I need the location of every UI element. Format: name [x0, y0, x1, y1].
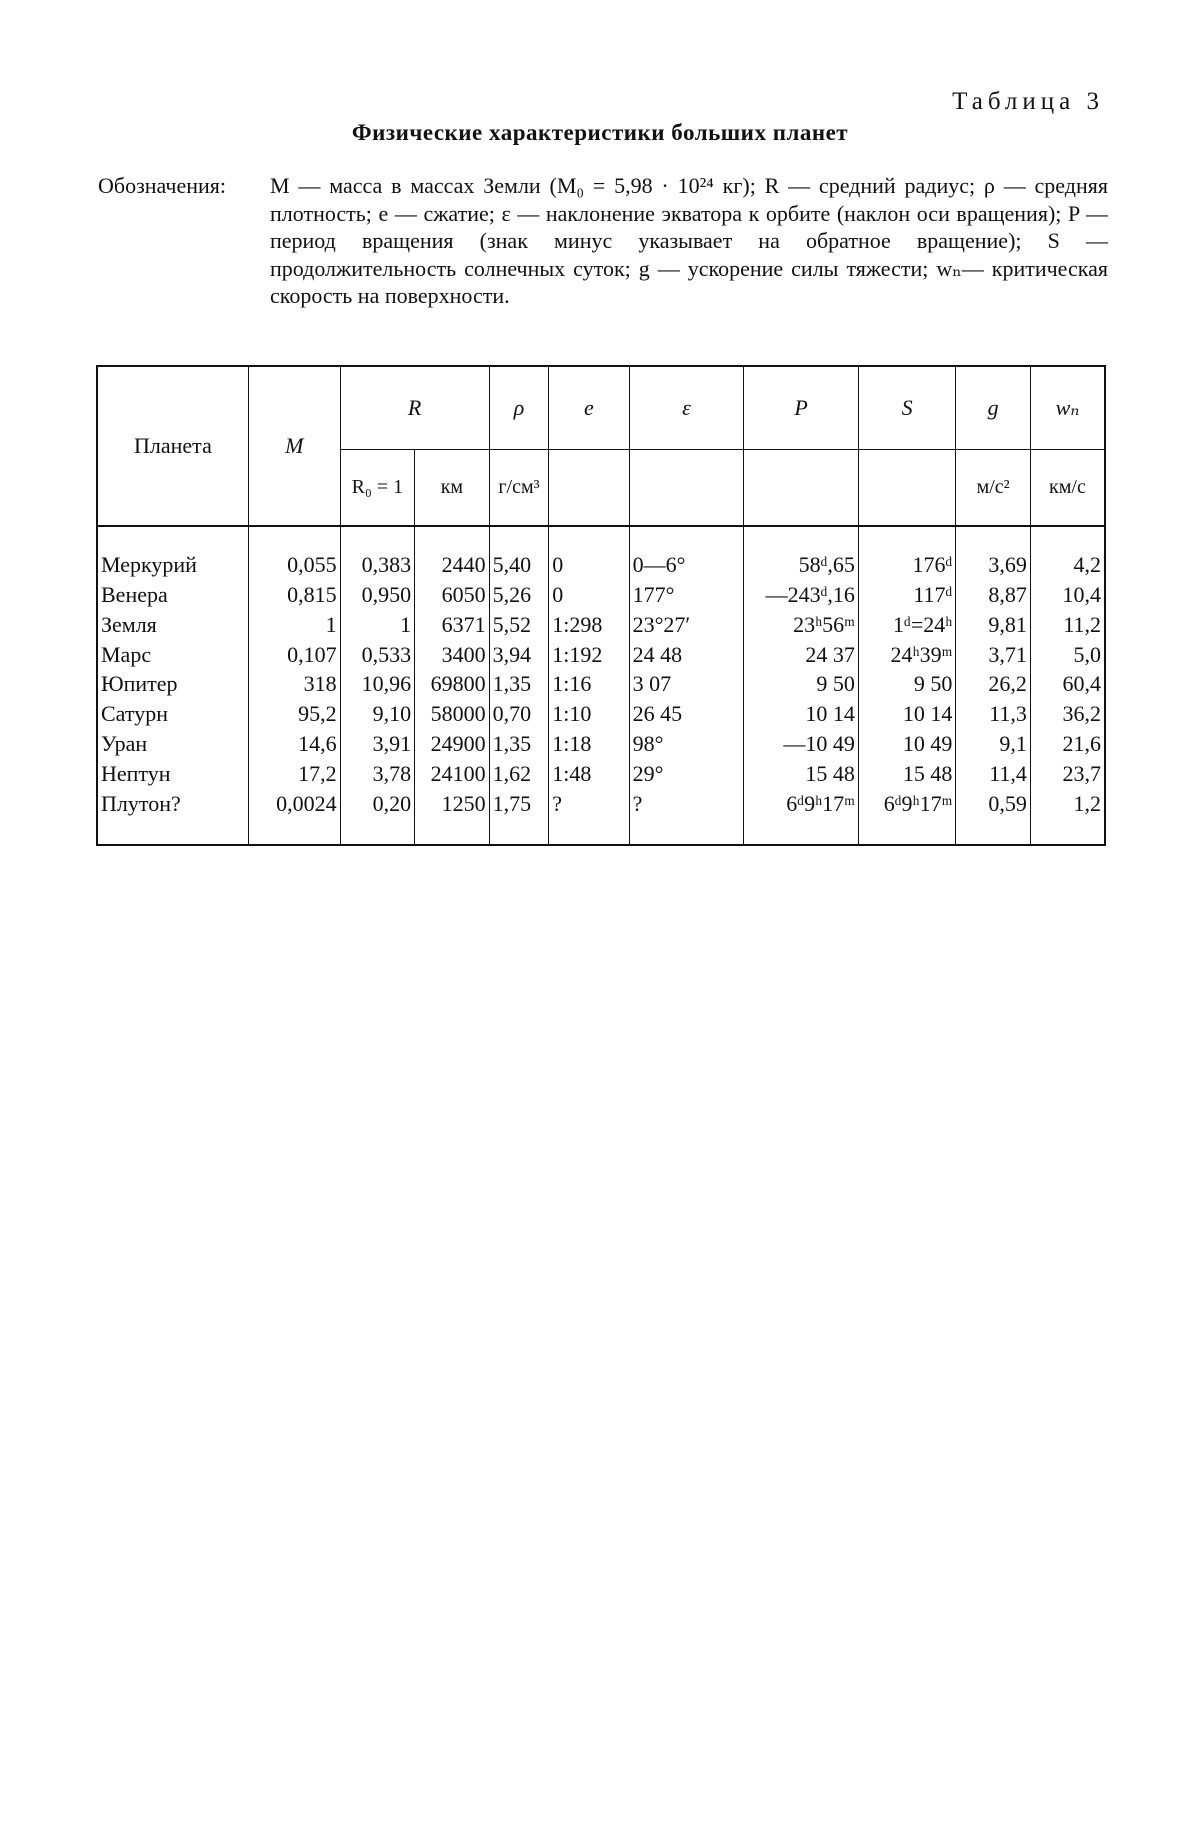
unit-inclination	[629, 450, 744, 526]
header-critical-velocity: wₙ	[1030, 366, 1105, 450]
cell-radius-km: 1250	[415, 789, 490, 845]
cell-density: 1,75	[489, 789, 549, 845]
cell-oblateness: 1:16	[549, 670, 629, 700]
cell-oblateness: 1:10	[549, 699, 629, 729]
cell-critical-velocity: 23,7	[1030, 759, 1105, 789]
cell-oblateness: ?	[549, 789, 629, 845]
header-mass: M	[248, 366, 340, 525]
unit-rotation-period	[744, 450, 859, 526]
cell-radius-km: 58000	[415, 699, 490, 729]
cell-inclination: 0—6°	[629, 526, 744, 580]
cell-gravity: 3,69	[956, 526, 1031, 580]
cell-mass: 0,815	[248, 580, 340, 610]
table-row	[97, 580, 1105, 610]
cell-planet: Уран	[101, 730, 148, 756]
cell-oblateness: 1:18	[549, 729, 629, 759]
cell-gravity: 0,59	[956, 789, 1031, 845]
cell-solar-day: 10 14	[858, 699, 955, 729]
table-row	[97, 610, 1105, 640]
cell-solar-day: 10 49	[858, 729, 955, 759]
cell-planet: Марс	[101, 641, 152, 667]
cell-oblateness: 1:48	[549, 759, 629, 789]
cell-rotation-period: 23ʰ56ᵐ	[744, 610, 859, 640]
cell-planet: Юпитер	[101, 671, 178, 697]
cell-radius-relative: 10,96	[340, 670, 415, 700]
planets-table-body	[97, 526, 1105, 845]
cell-inclination: 3 07	[629, 670, 744, 700]
cell-critical-velocity: 11,2	[1030, 610, 1105, 640]
cell-oblateness: 0	[549, 526, 629, 580]
planets-table	[96, 365, 1106, 846]
cell-radius-relative: 0,533	[340, 640, 415, 670]
cell-planet: Сатурн	[101, 701, 168, 727]
cell-radius-relative: 3,91	[340, 729, 415, 759]
cell-gravity: 11,4	[956, 759, 1031, 789]
cell-mass: 1	[248, 610, 340, 640]
table-row	[97, 640, 1105, 670]
cell-density: 5,40	[489, 526, 549, 580]
cell-rotation-period: 9 50	[744, 670, 859, 700]
cell-rotation-period: 58ᵈ,65	[744, 526, 859, 580]
table-row	[97, 670, 1105, 700]
cell-density: 0,70	[489, 699, 549, 729]
cell-rotation-period: —10 49	[744, 729, 859, 759]
cell-density: 5,26	[489, 580, 549, 610]
cell-rotation-period: 15 48	[744, 759, 859, 789]
cell-inclination: 29°	[629, 759, 744, 789]
cell-critical-velocity: 21,6	[1030, 729, 1105, 759]
cell-planet: Венера	[101, 582, 168, 608]
cell-critical-velocity: 4,2	[1030, 526, 1105, 580]
cell-inclination: 24 48	[629, 640, 744, 670]
cell-density: 3,94	[489, 640, 549, 670]
cell-rotation-period: 6ᵈ9ʰ17ᵐ	[744, 789, 859, 845]
legend	[98, 172, 1108, 310]
cell-mass: 0,107	[248, 640, 340, 670]
cell-critical-velocity: 36,2	[1030, 699, 1105, 729]
cell-inclination: 26 45	[629, 699, 744, 729]
cell-density: 5,52	[489, 610, 549, 640]
cell-planet: Земля	[101, 611, 157, 637]
table-row	[97, 526, 1105, 580]
cell-oblateness: 0	[549, 580, 629, 610]
header-rotation-period: P	[744, 366, 859, 450]
cell-radius-relative: 0,20	[340, 789, 415, 845]
cell-inclination: 98°	[629, 729, 744, 759]
cell-radius-km: 69800	[415, 670, 490, 700]
cell-inclination: 177°	[629, 580, 744, 610]
cell-radius-km: 24900	[415, 729, 490, 759]
header-oblateness: e	[549, 366, 629, 450]
header-inclination: ε	[629, 366, 744, 450]
legend-label: Обозначения:	[98, 173, 227, 198]
cell-solar-day: 9 50	[858, 670, 955, 700]
cell-mass: 14,6	[248, 729, 340, 759]
cell-radius-relative: 3,78	[340, 759, 415, 789]
cell-solar-day: 176ᵈ	[858, 526, 955, 580]
cell-critical-velocity: 60,4	[1030, 670, 1105, 700]
cell-mass: 17,2	[248, 759, 340, 789]
header-solar-day: S	[858, 366, 955, 450]
unit-solar-day	[858, 450, 955, 526]
cell-gravity: 11,3	[956, 699, 1031, 729]
cell-inclination: ?	[629, 789, 744, 845]
cell-solar-day: 6ᵈ9ʰ17ᵐ	[858, 789, 955, 845]
cell-gravity: 8,87	[956, 580, 1031, 610]
cell-radius-km: 6050	[415, 580, 490, 610]
cell-critical-velocity: 10,4	[1030, 580, 1105, 610]
cell-solar-day: 24ʰ39ᵐ	[858, 640, 955, 670]
cell-planet: Плутон?	[101, 791, 181, 817]
unit-oblateness	[549, 450, 629, 526]
cell-oblateness: 1:298	[549, 610, 629, 640]
cell-radius-km: 6371	[415, 610, 490, 640]
cell-density: 1,62	[489, 759, 549, 789]
cell-rotation-period: 24 37	[744, 640, 859, 670]
cell-radius-km: 24100	[415, 759, 490, 789]
table-row	[97, 789, 1105, 845]
unit-radius-km: км	[415, 450, 490, 526]
header-gravity: g	[956, 366, 1031, 450]
cell-solar-day: 1ᵈ=24ʰ	[858, 610, 955, 640]
cell-radius-km: 2440	[415, 526, 490, 580]
table-row	[97, 759, 1105, 789]
unit-density: г/см³	[489, 450, 549, 526]
header-density: ρ	[489, 366, 549, 450]
cell-mass: 0,0024	[248, 789, 340, 845]
unit-radius-relative: R₀ = 1	[340, 450, 415, 526]
cell-mass: 318	[248, 670, 340, 700]
cell-radius-relative: 9,10	[340, 699, 415, 729]
cell-gravity: 9,1	[956, 729, 1031, 759]
cell-planet: Нептун	[101, 760, 171, 786]
cell-rotation-period: —243ᵈ,16	[744, 580, 859, 610]
cell-oblateness: 1:192	[549, 640, 629, 670]
cell-gravity: 3,71	[956, 640, 1031, 670]
table-number-label: Таблица 3	[952, 88, 1104, 115]
cell-gravity: 26,2	[956, 670, 1031, 700]
cell-radius-relative: 0,950	[340, 580, 415, 610]
cell-radius-relative: 0,383	[340, 526, 415, 580]
cell-density: 1,35	[489, 729, 549, 759]
table-row	[97, 699, 1105, 729]
cell-rotation-period: 10 14	[744, 699, 859, 729]
cell-critical-velocity: 1,2	[1030, 789, 1105, 845]
header-planet: Планета	[134, 433, 212, 458]
legend-text: M — масса в массах Земли (M₀ = 5,98 · 10²⁴ кг); R — средний радиус; ρ — средняя плотность; e — сжатие; ε — наклонение экватора к орбите (наклон оси вращения); P — период вращения (знак минус указывает на обратное вращение); S — продолжительность солнечных суток; g — ускорение силы тяжести; wₙ— критическая скорость на поверхности.	[270, 173, 1108, 308]
unit-critical-velocity: км/с	[1030, 450, 1105, 526]
cell-solar-day: 15 48	[858, 759, 955, 789]
table-title: Физические характеристики больших планет	[351, 120, 849, 145]
cell-radius-km: 3400	[415, 640, 490, 670]
cell-density: 1,35	[489, 670, 549, 700]
cell-mass: 95,2	[248, 699, 340, 729]
header-radius: R	[340, 366, 489, 450]
cell-radius-relative: 1	[340, 610, 415, 640]
cell-inclination: 23°27′	[629, 610, 744, 640]
table-row	[97, 729, 1105, 759]
unit-gravity: м/с²	[956, 450, 1031, 526]
cell-solar-day: 117ᵈ	[858, 580, 955, 610]
cell-mass: 0,055	[248, 526, 340, 580]
cell-planet: Меркурий	[101, 551, 197, 577]
cell-critical-velocity: 5,0	[1030, 640, 1105, 670]
cell-gravity: 9,81	[956, 610, 1031, 640]
